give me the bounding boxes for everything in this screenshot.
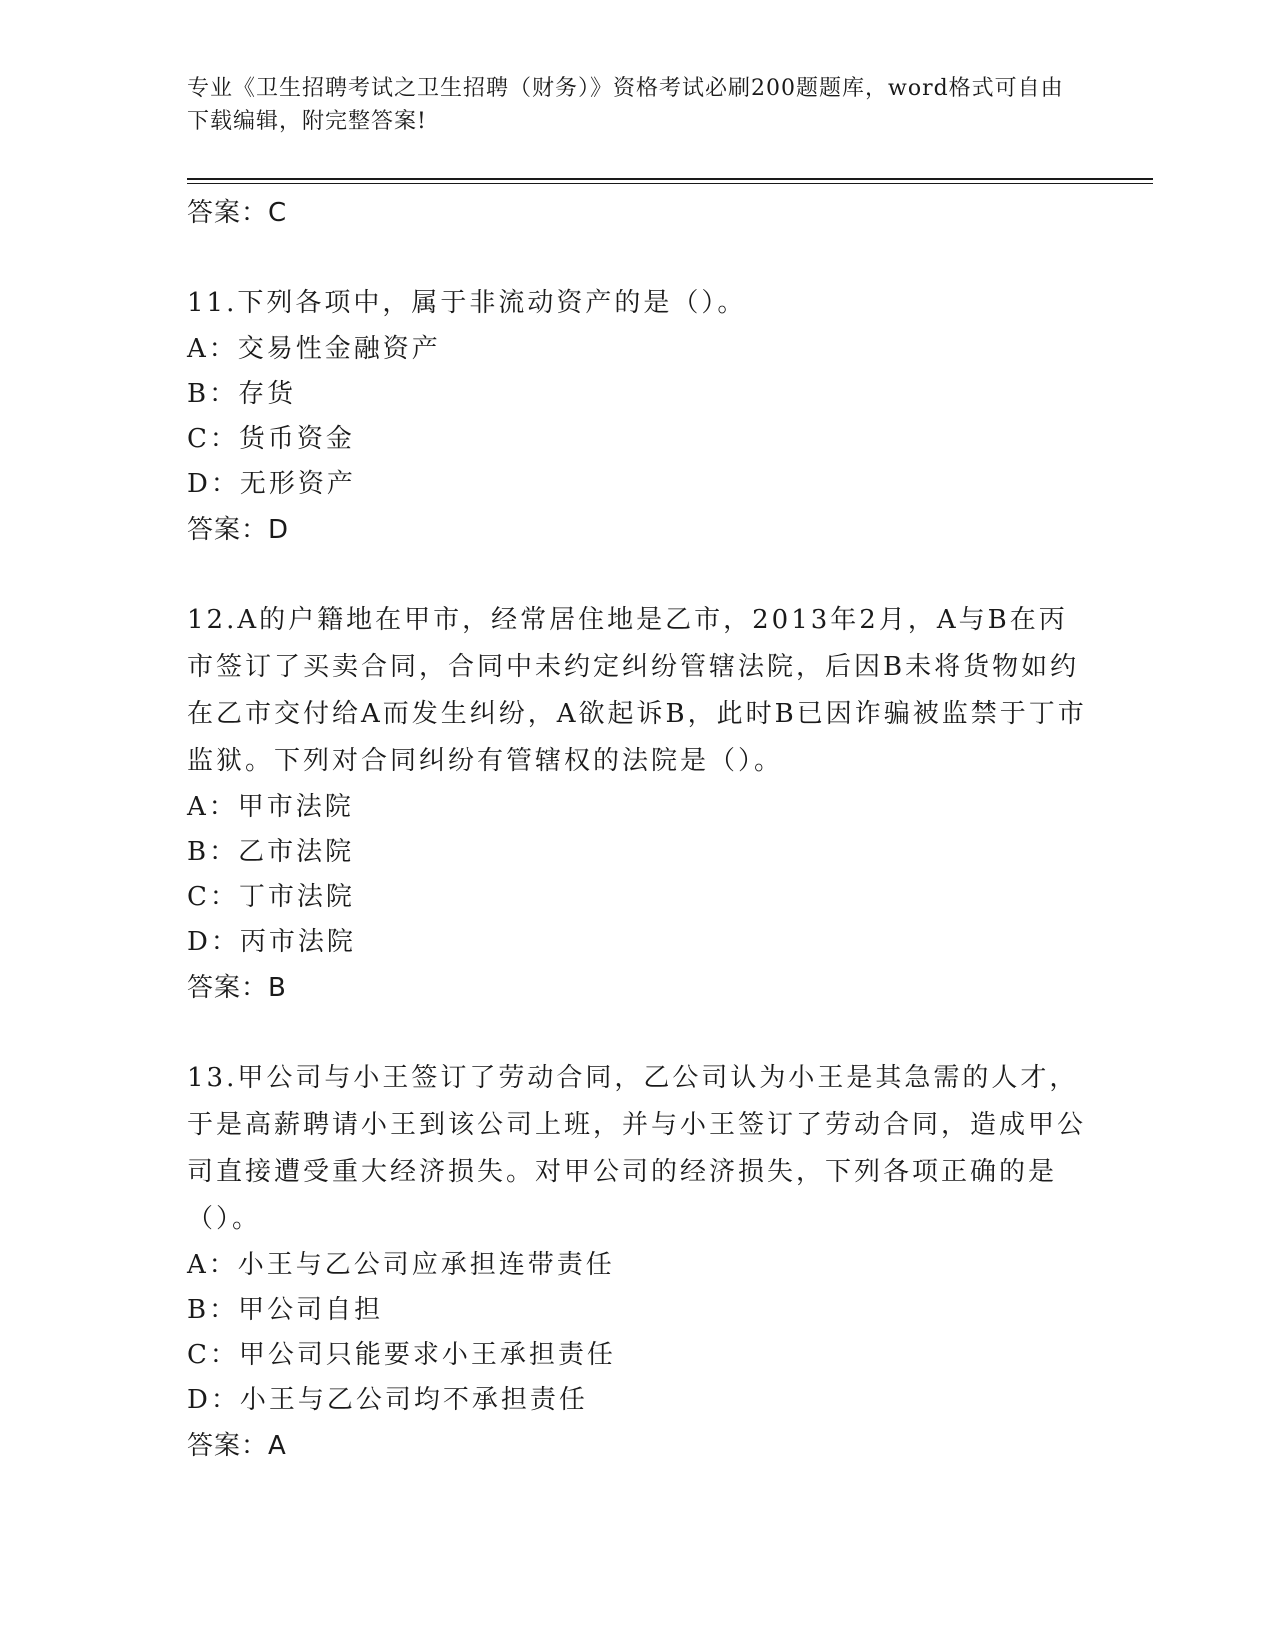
- question-answer: 答案：D: [187, 515, 290, 545]
- option-a: A：甲市法院: [187, 792, 354, 822]
- question-12: [187, 597, 1087, 1011]
- option-c: C：甲公司只能要求小王承担责任: [187, 1340, 616, 1370]
- option-b: B：甲公司自担: [187, 1295, 384, 1325]
- question-answer: 答案：A: [187, 1431, 287, 1461]
- option-d: D：丙市法院: [187, 927, 356, 957]
- question-13: [187, 1055, 1087, 1469]
- header-divider-thin: [187, 183, 1153, 184]
- option-b: B：存货: [187, 379, 297, 409]
- document-header-intro: 专业《卫生招聘考试之卫生招聘（财务）》资格考试必刷200题题库，word格式可自由下载编辑，附完整答案!: [187, 76, 1064, 134]
- option-a: A：小王与乙公司应承担连带责任: [187, 1250, 615, 1280]
- question-stem: 12.A的户籍地在甲市，经常居住地是乙市，2013年2月，A与B在丙市签订了买卖合同，合同中未约定纠纷管辖法院，后因B未将货物如约在乙市交付给A而发生纠纷，A欲起诉B，此时B已因诈骗被监禁于丁市监狱。下列对合同纠纷有管辖权的法院是（）。: [187, 605, 1087, 776]
- option-d: D：无形资产: [187, 469, 356, 499]
- question-answer: 答案：B: [187, 973, 287, 1003]
- option-c: C：丁市法院: [187, 882, 355, 912]
- option-b: B：乙市法院: [187, 837, 355, 867]
- option-c: C：货币资金: [187, 424, 355, 454]
- previous-answer: 答案：C: [187, 198, 288, 228]
- question-stem: 13.甲公司与小王签订了劳动合同，乙公司认为小王是其急需的人才，于是高薪聘请小王到该公司上班，并与小王签订了劳动合同，造成甲公司直接遭受重大经济损失。对甲公司的经济损失，下列各项正确的是（）。: [187, 1063, 1087, 1234]
- header-divider-thick: [187, 178, 1153, 180]
- question-11: [187, 280, 1087, 553]
- option-a: A：交易性金融资产: [187, 334, 441, 364]
- question-stem: 11.下列各项中，属于非流动资产的是（）。: [187, 288, 747, 318]
- question-list: [187, 190, 1087, 1469]
- option-d: D：小王与乙公司均不承担责任: [187, 1385, 588, 1415]
